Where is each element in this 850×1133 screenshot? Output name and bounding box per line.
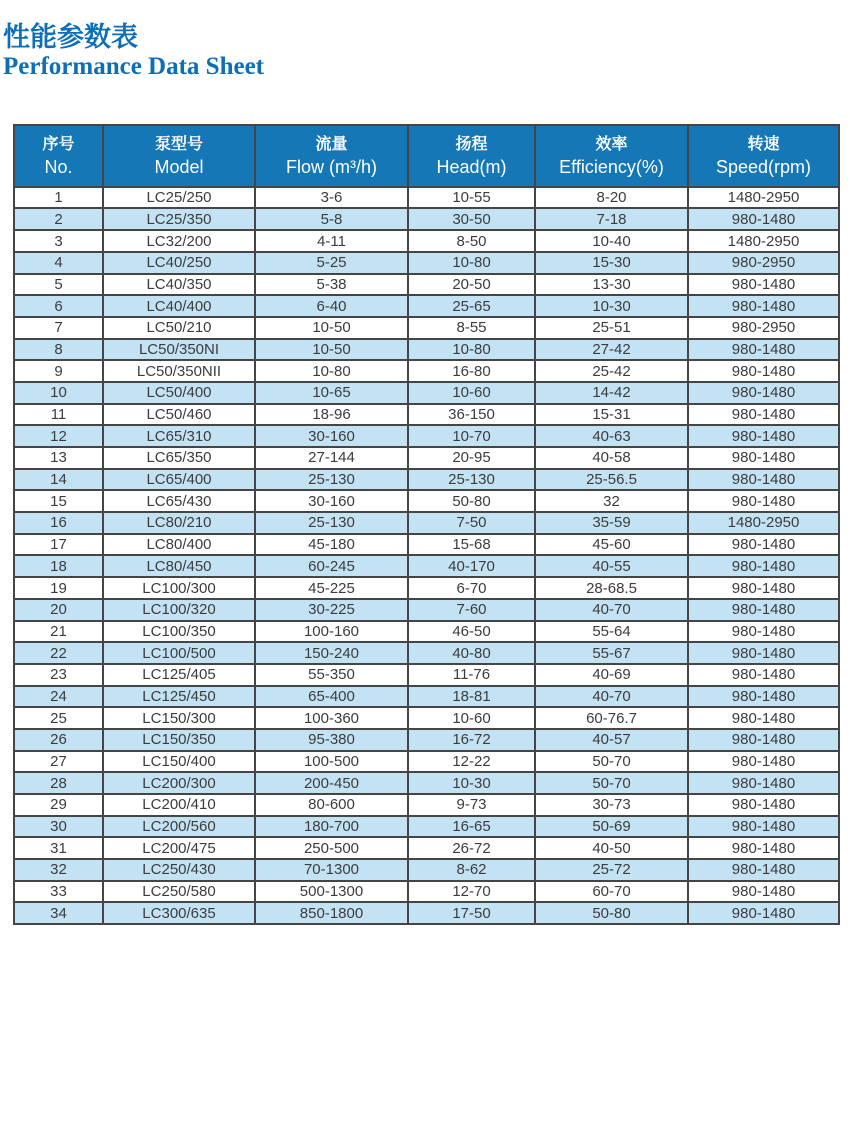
cell-flow: 10-80 bbox=[255, 360, 408, 382]
cell-efficiency: 60-76.7 bbox=[535, 707, 688, 729]
table-row bbox=[14, 339, 839, 361]
cell-efficiency: 50-70 bbox=[535, 772, 688, 794]
table-row bbox=[14, 599, 839, 621]
table-row bbox=[14, 187, 839, 209]
cell-no: 23 bbox=[14, 664, 103, 686]
cell-efficiency: 25-42 bbox=[535, 360, 688, 382]
cell-efficiency: 10-40 bbox=[535, 230, 688, 252]
cell-model: LC50/460 bbox=[103, 404, 255, 426]
cell-efficiency: 7-18 bbox=[535, 208, 688, 230]
cell-flow: 200-450 bbox=[255, 772, 408, 794]
cell-efficiency: 10-30 bbox=[535, 295, 688, 317]
cell-no: 26 bbox=[14, 729, 103, 751]
cell-head: 12-70 bbox=[408, 881, 535, 903]
cell-flow: 5-25 bbox=[255, 252, 408, 274]
cell-speed: 980-1480 bbox=[688, 490, 839, 512]
table-row bbox=[14, 534, 839, 556]
table-row bbox=[14, 642, 839, 664]
cell-head: 17-50 bbox=[408, 902, 535, 924]
cell-efficiency: 50-70 bbox=[535, 751, 688, 773]
cell-no: 4 bbox=[14, 252, 103, 274]
cell-speed: 980-1480 bbox=[688, 751, 839, 773]
table-row bbox=[14, 490, 839, 512]
cell-model: LC50/350NII bbox=[103, 360, 255, 382]
cell-flow: 10-65 bbox=[255, 382, 408, 404]
cell-speed: 980-1480 bbox=[688, 686, 839, 708]
cell-head: 25-65 bbox=[408, 295, 535, 317]
cell-speed: 980-1480 bbox=[688, 707, 839, 729]
cell-model: LC65/430 bbox=[103, 490, 255, 512]
cell-head: 10-60 bbox=[408, 707, 535, 729]
cell-efficiency: 32 bbox=[535, 490, 688, 512]
table-row bbox=[14, 274, 839, 296]
table-row bbox=[14, 751, 839, 773]
cell-flow: 10-50 bbox=[255, 317, 408, 339]
cell-flow: 25-130 bbox=[255, 469, 408, 491]
table-row bbox=[14, 447, 839, 469]
cell-head: 36-150 bbox=[408, 404, 535, 426]
cell-no: 6 bbox=[14, 295, 103, 317]
cell-model: LC200/475 bbox=[103, 837, 255, 859]
cell-flow: 6-40 bbox=[255, 295, 408, 317]
table-row bbox=[14, 512, 839, 534]
cell-flow: 30-225 bbox=[255, 599, 408, 621]
cell-speed: 980-1480 bbox=[688, 339, 839, 361]
column-header-speed-zh: 转速 bbox=[747, 135, 780, 153]
cell-no: 34 bbox=[14, 902, 103, 924]
cell-flow: 100-160 bbox=[255, 621, 408, 643]
cell-head: 10-80 bbox=[408, 339, 535, 361]
table-row bbox=[14, 816, 839, 838]
column-header-head-zh: 扬程 bbox=[455, 135, 488, 153]
cell-flow: 95-380 bbox=[255, 729, 408, 751]
table-body bbox=[14, 187, 839, 924]
cell-flow: 27-144 bbox=[255, 447, 408, 469]
cell-head: 8-50 bbox=[408, 230, 535, 252]
cell-head: 40-80 bbox=[408, 642, 535, 664]
cell-flow: 60-245 bbox=[255, 555, 408, 577]
cell-model: LC125/450 bbox=[103, 686, 255, 708]
cell-speed: 980-1480 bbox=[688, 447, 839, 469]
cell-no: 11 bbox=[14, 404, 103, 426]
cell-head: 16-65 bbox=[408, 816, 535, 838]
column-header-efficiency-zh: 效率 bbox=[595, 135, 628, 153]
cell-head: 26-72 bbox=[408, 837, 535, 859]
table-row bbox=[14, 295, 839, 317]
column-header-no bbox=[14, 125, 103, 187]
cell-head: 7-60 bbox=[408, 599, 535, 621]
cell-no: 12 bbox=[14, 425, 103, 447]
cell-efficiency: 50-69 bbox=[535, 816, 688, 838]
cell-efficiency: 14-42 bbox=[535, 382, 688, 404]
table-row bbox=[14, 425, 839, 447]
cell-model: LC250/580 bbox=[103, 881, 255, 903]
cell-model: LC50/350NI bbox=[103, 339, 255, 361]
cell-no: 31 bbox=[14, 837, 103, 859]
cell-head: 10-70 bbox=[408, 425, 535, 447]
cell-flow: 5-8 bbox=[255, 208, 408, 230]
cell-model: LC250/430 bbox=[103, 859, 255, 881]
cell-head: 7-50 bbox=[408, 512, 535, 534]
cell-model: LC50/210 bbox=[103, 317, 255, 339]
cell-speed: 980-1480 bbox=[688, 555, 839, 577]
cell-no: 32 bbox=[14, 859, 103, 881]
cell-flow: 250-500 bbox=[255, 837, 408, 859]
cell-speed: 980-1480 bbox=[688, 208, 839, 230]
table-row bbox=[14, 382, 839, 404]
cell-speed: 980-1480 bbox=[688, 295, 839, 317]
cell-no: 19 bbox=[14, 577, 103, 599]
column-header-flow bbox=[255, 125, 408, 187]
cell-efficiency: 25-56.5 bbox=[535, 469, 688, 491]
table-row bbox=[14, 729, 839, 751]
cell-flow: 65-400 bbox=[255, 686, 408, 708]
cell-head: 12-22 bbox=[408, 751, 535, 773]
cell-model: LC150/350 bbox=[103, 729, 255, 751]
table-row bbox=[14, 707, 839, 729]
cell-model: LC50/400 bbox=[103, 382, 255, 404]
column-header-head-en: Head(m) bbox=[436, 157, 507, 178]
cell-speed: 980-1480 bbox=[688, 794, 839, 816]
cell-head: 11-76 bbox=[408, 664, 535, 686]
cell-head: 40-170 bbox=[408, 555, 535, 577]
cell-efficiency: 40-70 bbox=[535, 599, 688, 621]
cell-speed: 980-1480 bbox=[688, 382, 839, 404]
table-head bbox=[14, 125, 839, 187]
cell-speed: 980-2950 bbox=[688, 252, 839, 274]
cell-flow: 30-160 bbox=[255, 490, 408, 512]
cell-efficiency: 13-30 bbox=[535, 274, 688, 296]
cell-no: 9 bbox=[14, 360, 103, 382]
cell-head: 20-50 bbox=[408, 274, 535, 296]
cell-efficiency: 55-64 bbox=[535, 621, 688, 643]
cell-efficiency: 40-70 bbox=[535, 686, 688, 708]
cell-flow: 500-1300 bbox=[255, 881, 408, 903]
cell-no: 20 bbox=[14, 599, 103, 621]
cell-flow: 180-700 bbox=[255, 816, 408, 838]
column-header-flow-en: Flow (m³/h) bbox=[286, 157, 377, 178]
table-header-row bbox=[14, 125, 839, 187]
cell-no: 30 bbox=[14, 816, 103, 838]
cell-speed: 1480-2950 bbox=[688, 512, 839, 534]
cell-efficiency: 40-69 bbox=[535, 664, 688, 686]
column-header-flow-zh: 流量 bbox=[315, 135, 348, 153]
cell-speed: 980-1480 bbox=[688, 816, 839, 838]
cell-flow: 100-360 bbox=[255, 707, 408, 729]
cell-model: LC65/310 bbox=[103, 425, 255, 447]
cell-head: 46-50 bbox=[408, 621, 535, 643]
cell-flow: 150-240 bbox=[255, 642, 408, 664]
table-row bbox=[14, 664, 839, 686]
cell-efficiency: 15-30 bbox=[535, 252, 688, 274]
cell-no: 2 bbox=[14, 208, 103, 230]
cell-no: 17 bbox=[14, 534, 103, 556]
table-row bbox=[14, 621, 839, 643]
cell-efficiency: 15-31 bbox=[535, 404, 688, 426]
table-row bbox=[14, 686, 839, 708]
table-row bbox=[14, 555, 839, 577]
column-header-no-en: No. bbox=[44, 157, 73, 178]
cell-head: 10-80 bbox=[408, 252, 535, 274]
cell-model: LC100/500 bbox=[103, 642, 255, 664]
table-row bbox=[14, 577, 839, 599]
cell-model: LC100/300 bbox=[103, 577, 255, 599]
cell-no: 18 bbox=[14, 555, 103, 577]
cell-speed: 980-1480 bbox=[688, 621, 839, 643]
cell-efficiency: 25-72 bbox=[535, 859, 688, 881]
cell-speed: 980-1480 bbox=[688, 360, 839, 382]
cell-model: LC100/320 bbox=[103, 599, 255, 621]
column-header-model bbox=[103, 125, 255, 187]
cell-flow: 5-38 bbox=[255, 274, 408, 296]
table-row bbox=[14, 360, 839, 382]
cell-model: LC200/560 bbox=[103, 816, 255, 838]
cell-head: 50-80 bbox=[408, 490, 535, 512]
cell-flow: 45-180 bbox=[255, 534, 408, 556]
cell-efficiency: 60-70 bbox=[535, 881, 688, 903]
column-header-model-en: Model bbox=[154, 157, 204, 178]
column-header-no-zh: 序号 bbox=[42, 135, 75, 153]
cell-model: LC25/350 bbox=[103, 208, 255, 230]
cell-head: 8-62 bbox=[408, 859, 535, 881]
cell-efficiency: 25-51 bbox=[535, 317, 688, 339]
cell-model: LC80/210 bbox=[103, 512, 255, 534]
cell-speed: 980-1480 bbox=[688, 859, 839, 881]
cell-model: LC65/400 bbox=[103, 469, 255, 491]
cell-speed: 980-1480 bbox=[688, 469, 839, 491]
column-header-efficiency bbox=[535, 125, 688, 187]
cell-model: LC80/400 bbox=[103, 534, 255, 556]
cell-head: 16-80 bbox=[408, 360, 535, 382]
table-row bbox=[14, 881, 839, 903]
cell-speed: 1480-2950 bbox=[688, 187, 839, 209]
cell-head: 25-130 bbox=[408, 469, 535, 491]
performance-table bbox=[13, 124, 840, 925]
cell-head: 10-55 bbox=[408, 187, 535, 209]
table-row bbox=[14, 859, 839, 881]
page-header bbox=[0, 0, 850, 82]
cell-head: 10-30 bbox=[408, 772, 535, 794]
cell-speed: 980-1480 bbox=[688, 664, 839, 686]
cell-model: LC40/350 bbox=[103, 274, 255, 296]
table-row bbox=[14, 252, 839, 274]
cell-model: LC200/410 bbox=[103, 794, 255, 816]
cell-model: LC150/300 bbox=[103, 707, 255, 729]
cell-speed: 1480-2950 bbox=[688, 230, 839, 252]
cell-speed: 980-1480 bbox=[688, 837, 839, 859]
cell-flow: 3-6 bbox=[255, 187, 408, 209]
cell-no: 16 bbox=[14, 512, 103, 534]
cell-no: 14 bbox=[14, 469, 103, 491]
cell-speed: 980-1480 bbox=[688, 274, 839, 296]
cell-head: 8-55 bbox=[408, 317, 535, 339]
cell-model: LC125/405 bbox=[103, 664, 255, 686]
column-header-speed bbox=[688, 125, 839, 187]
cell-efficiency: 55-67 bbox=[535, 642, 688, 664]
table-row bbox=[14, 794, 839, 816]
cell-speed: 980-1480 bbox=[688, 642, 839, 664]
cell-efficiency: 28-68.5 bbox=[535, 577, 688, 599]
cell-head: 18-81 bbox=[408, 686, 535, 708]
cell-efficiency: 45-60 bbox=[535, 534, 688, 556]
cell-flow: 10-50 bbox=[255, 339, 408, 361]
cell-head: 9-73 bbox=[408, 794, 535, 816]
cell-model: LC40/250 bbox=[103, 252, 255, 274]
cell-speed: 980-1480 bbox=[688, 729, 839, 751]
cell-no: 1 bbox=[14, 187, 103, 209]
cell-speed: 980-2950 bbox=[688, 317, 839, 339]
table-row bbox=[14, 469, 839, 491]
table-row bbox=[14, 902, 839, 924]
column-header-speed-en: Speed(rpm) bbox=[715, 157, 812, 178]
cell-speed: 980-1480 bbox=[688, 772, 839, 794]
page-title-zh: 性能参数表 bbox=[3, 22, 138, 52]
cell-model: LC65/350 bbox=[103, 447, 255, 469]
cell-flow: 4-11 bbox=[255, 230, 408, 252]
cell-no: 33 bbox=[14, 881, 103, 903]
cell-efficiency: 40-58 bbox=[535, 447, 688, 469]
cell-no: 24 bbox=[14, 686, 103, 708]
column-header-model-zh: 泵型号 bbox=[154, 135, 203, 153]
cell-flow: 850-1800 bbox=[255, 902, 408, 924]
table-row bbox=[14, 317, 839, 339]
cell-efficiency: 50-80 bbox=[535, 902, 688, 924]
cell-speed: 980-1480 bbox=[688, 404, 839, 426]
cell-no: 28 bbox=[14, 772, 103, 794]
cell-efficiency: 40-57 bbox=[535, 729, 688, 751]
cell-speed: 980-1480 bbox=[688, 599, 839, 621]
cell-model: LC300/635 bbox=[103, 902, 255, 924]
cell-efficiency: 40-55 bbox=[535, 555, 688, 577]
cell-model: LC80/450 bbox=[103, 555, 255, 577]
cell-head: 30-50 bbox=[408, 208, 535, 230]
cell-no: 22 bbox=[14, 642, 103, 664]
cell-speed: 980-1480 bbox=[688, 425, 839, 447]
cell-no: 7 bbox=[14, 317, 103, 339]
cell-flow: 70-1300 bbox=[255, 859, 408, 881]
cell-head: 15-68 bbox=[408, 534, 535, 556]
cell-model: LC32/200 bbox=[103, 230, 255, 252]
cell-no: 15 bbox=[14, 490, 103, 512]
cell-speed: 980-1480 bbox=[688, 902, 839, 924]
cell-no: 29 bbox=[14, 794, 103, 816]
cell-efficiency: 27-42 bbox=[535, 339, 688, 361]
cell-no: 8 bbox=[14, 339, 103, 361]
cell-head: 6-70 bbox=[408, 577, 535, 599]
table-row bbox=[14, 208, 839, 230]
cell-model: LC40/400 bbox=[103, 295, 255, 317]
table-row bbox=[14, 404, 839, 426]
cell-efficiency: 40-50 bbox=[535, 837, 688, 859]
cell-speed: 980-1480 bbox=[688, 881, 839, 903]
cell-speed: 980-1480 bbox=[688, 577, 839, 599]
cell-flow: 80-600 bbox=[255, 794, 408, 816]
column-header-head bbox=[408, 125, 535, 187]
cell-efficiency: 35-59 bbox=[535, 512, 688, 534]
cell-flow: 30-160 bbox=[255, 425, 408, 447]
cell-head: 20-95 bbox=[408, 447, 535, 469]
column-header-efficiency-en: Efficiency(%) bbox=[559, 157, 664, 178]
page-title-en: Performance Data Sheet bbox=[3, 53, 265, 81]
cell-flow: 18-96 bbox=[255, 404, 408, 426]
cell-no: 27 bbox=[14, 751, 103, 773]
cell-model: LC25/250 bbox=[103, 187, 255, 209]
cell-flow: 25-130 bbox=[255, 512, 408, 534]
cell-efficiency: 8-20 bbox=[535, 187, 688, 209]
cell-model: LC200/300 bbox=[103, 772, 255, 794]
cell-no: 5 bbox=[14, 274, 103, 296]
cell-no: 13 bbox=[14, 447, 103, 469]
cell-flow: 55-350 bbox=[255, 664, 408, 686]
cell-no: 25 bbox=[14, 707, 103, 729]
table-row bbox=[14, 837, 839, 859]
cell-speed: 980-1480 bbox=[688, 534, 839, 556]
cell-head: 10-60 bbox=[408, 382, 535, 404]
cell-model: LC100/350 bbox=[103, 621, 255, 643]
table-row bbox=[14, 772, 839, 794]
cell-efficiency: 30-73 bbox=[535, 794, 688, 816]
cell-model: LC150/400 bbox=[103, 751, 255, 773]
cell-no: 3 bbox=[14, 230, 103, 252]
cell-no: 10 bbox=[14, 382, 103, 404]
cell-flow: 100-500 bbox=[255, 751, 408, 773]
cell-efficiency: 40-63 bbox=[535, 425, 688, 447]
cell-head: 16-72 bbox=[408, 729, 535, 751]
cell-no: 21 bbox=[14, 621, 103, 643]
cell-flow: 45-225 bbox=[255, 577, 408, 599]
table-row bbox=[14, 230, 839, 252]
